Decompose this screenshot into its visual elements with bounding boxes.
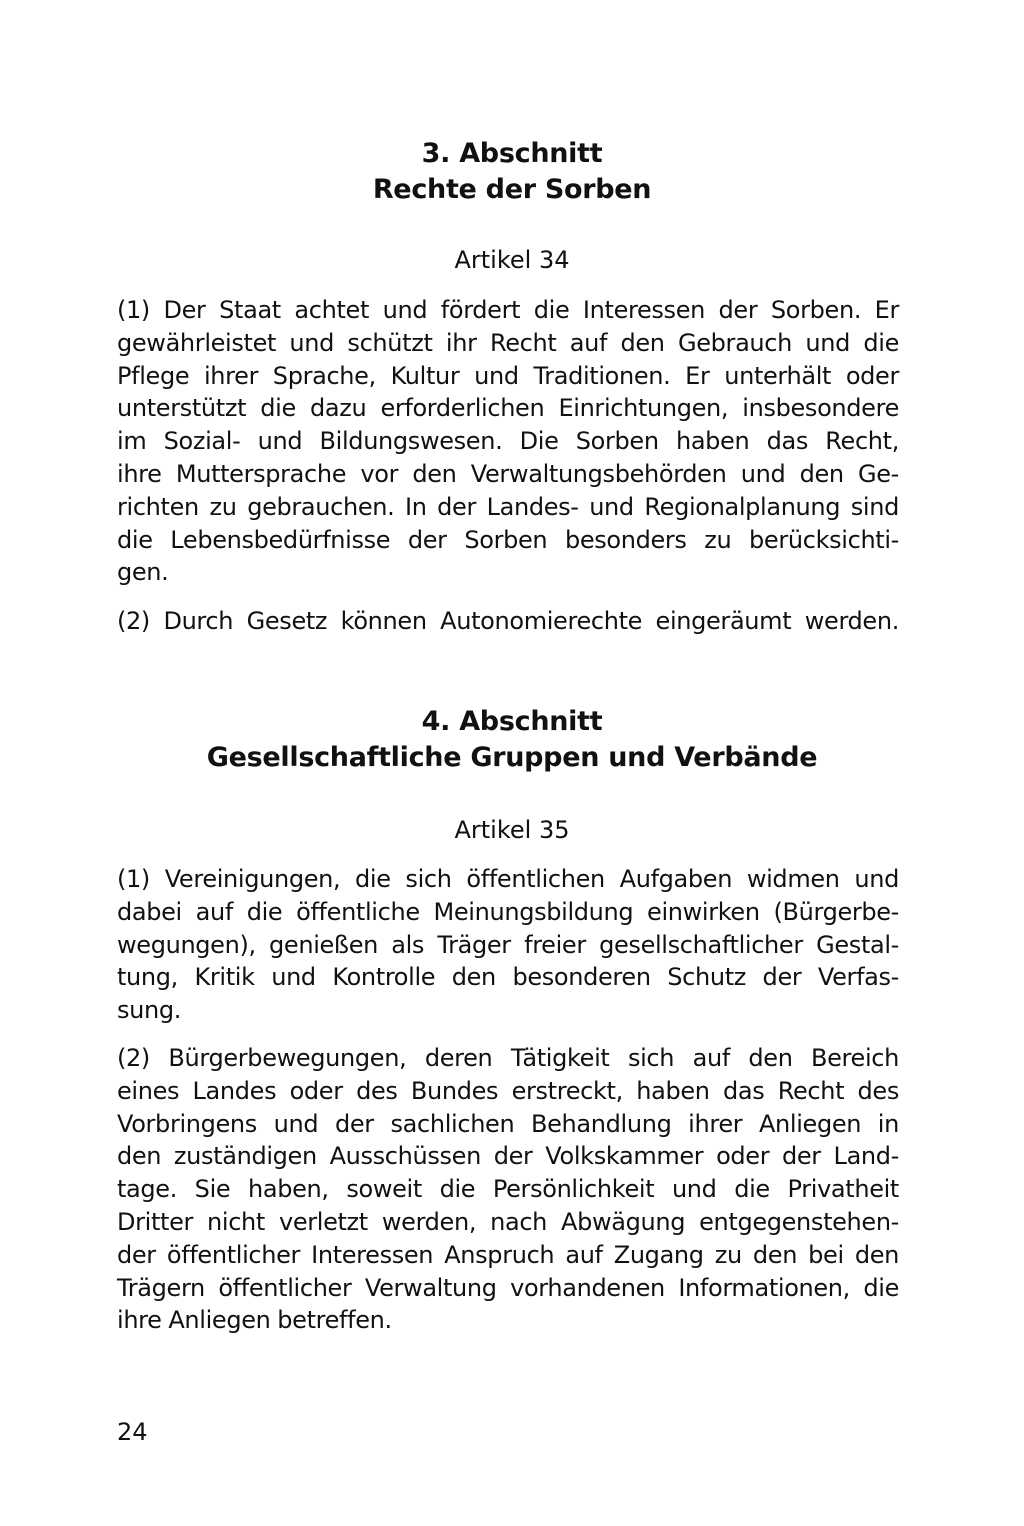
section-3-title: Rechte der Sorben [372, 174, 652, 205]
text-line: im Sozial- und Bildungswesen. Die Sorben haben das Recht, [117, 427, 899, 456]
text-line: der öffentlicher Interessen Anspruch auf Zugang zu den bei den [117, 1240, 899, 1269]
text-line: wegungen), genießen als Träger freier gesellschaftlicher Gestal- [117, 930, 899, 959]
section-4-number: 4. Abschnitt [421, 706, 603, 737]
text-line: unterstützt die dazu erforderlichen Einrichtungen, insbesondere [117, 394, 899, 423]
text-line: ihre Muttersprache vor den Verwaltungsbehörden und den Ge- [117, 459, 899, 488]
text-line: Pflege ihrer Sprache, Kultur und Traditionen. Er unterhält oder [117, 361, 899, 390]
text-line: dabei auf die öffentliche Meinungsbildung einwirken (Bürgerbe- [117, 897, 899, 926]
text-line: (2) Durch Gesetz können Autonomierechte eingeräumt werden. [117, 607, 899, 635]
text-line: (1) Der Staat achtet und fördert die Interessen der Sorben. Er [117, 296, 899, 324]
text-line: den zuständigen Ausschüssen der Volkskammer oder der Land- [117, 1142, 899, 1171]
section-4-title: Gesellschaftliche Gruppen und Verbände [206, 742, 818, 773]
text-line: (1) Vereinigungen, die sich öffentlichen Aufgaben widmen und [117, 865, 899, 893]
text-line: Vorbringens und der sachlichen Behandlung ihrer Anliegen in [117, 1109, 899, 1138]
text-line: ihre Anliegen betreffen. [117, 1306, 392, 1335]
article-35-paragraph-2 [117, 1042, 899, 1337]
text-line: (2) Bürgerbewegungen, deren Tätigkeit sich auf den Bereich [117, 1044, 899, 1072]
text-line: tage. Sie haben, soweit die Persönlichkeit und die Privatheit [117, 1175, 899, 1204]
article-35-paragraph-1 [117, 863, 899, 1027]
section-4-heading [0, 704, 1024, 776]
text-line: gewährleistet und schützt ihr Recht auf den Gebrauch und die [117, 328, 899, 357]
text-line: Trägern öffentlicher Verwaltung vorhandenen Informationen, die [117, 1273, 899, 1302]
section-3-heading [0, 136, 1024, 208]
page-number: 24 [117, 1418, 148, 1446]
text-line: richten zu gebrauchen. In der Landes- und Regionalplanung sind [117, 492, 899, 521]
text-line: tung, Kritik und Kontrolle den besonderen Schutz der Verfas- [117, 963, 899, 992]
text-line: die Lebensbedürfnisse der Sorben besonders zu berücksichti- [117, 525, 899, 554]
text-line: gen. [117, 558, 169, 587]
text-line: sung. [117, 996, 182, 1025]
article-34-paragraph-2 [117, 605, 899, 638]
article-34-title: Artikel 34 [454, 246, 570, 274]
section-3-number: 3. Abschnitt [421, 138, 603, 169]
text-line: eines Landes oder des Bundes erstreckt, haben das Recht des [117, 1076, 899, 1105]
text-line: Dritter nicht verletzt werden, nach Abwägung entgegenstehen- [117, 1207, 899, 1236]
article-35-title: Artikel 35 [454, 816, 570, 844]
article-34-paragraph-1 [117, 294, 899, 589]
